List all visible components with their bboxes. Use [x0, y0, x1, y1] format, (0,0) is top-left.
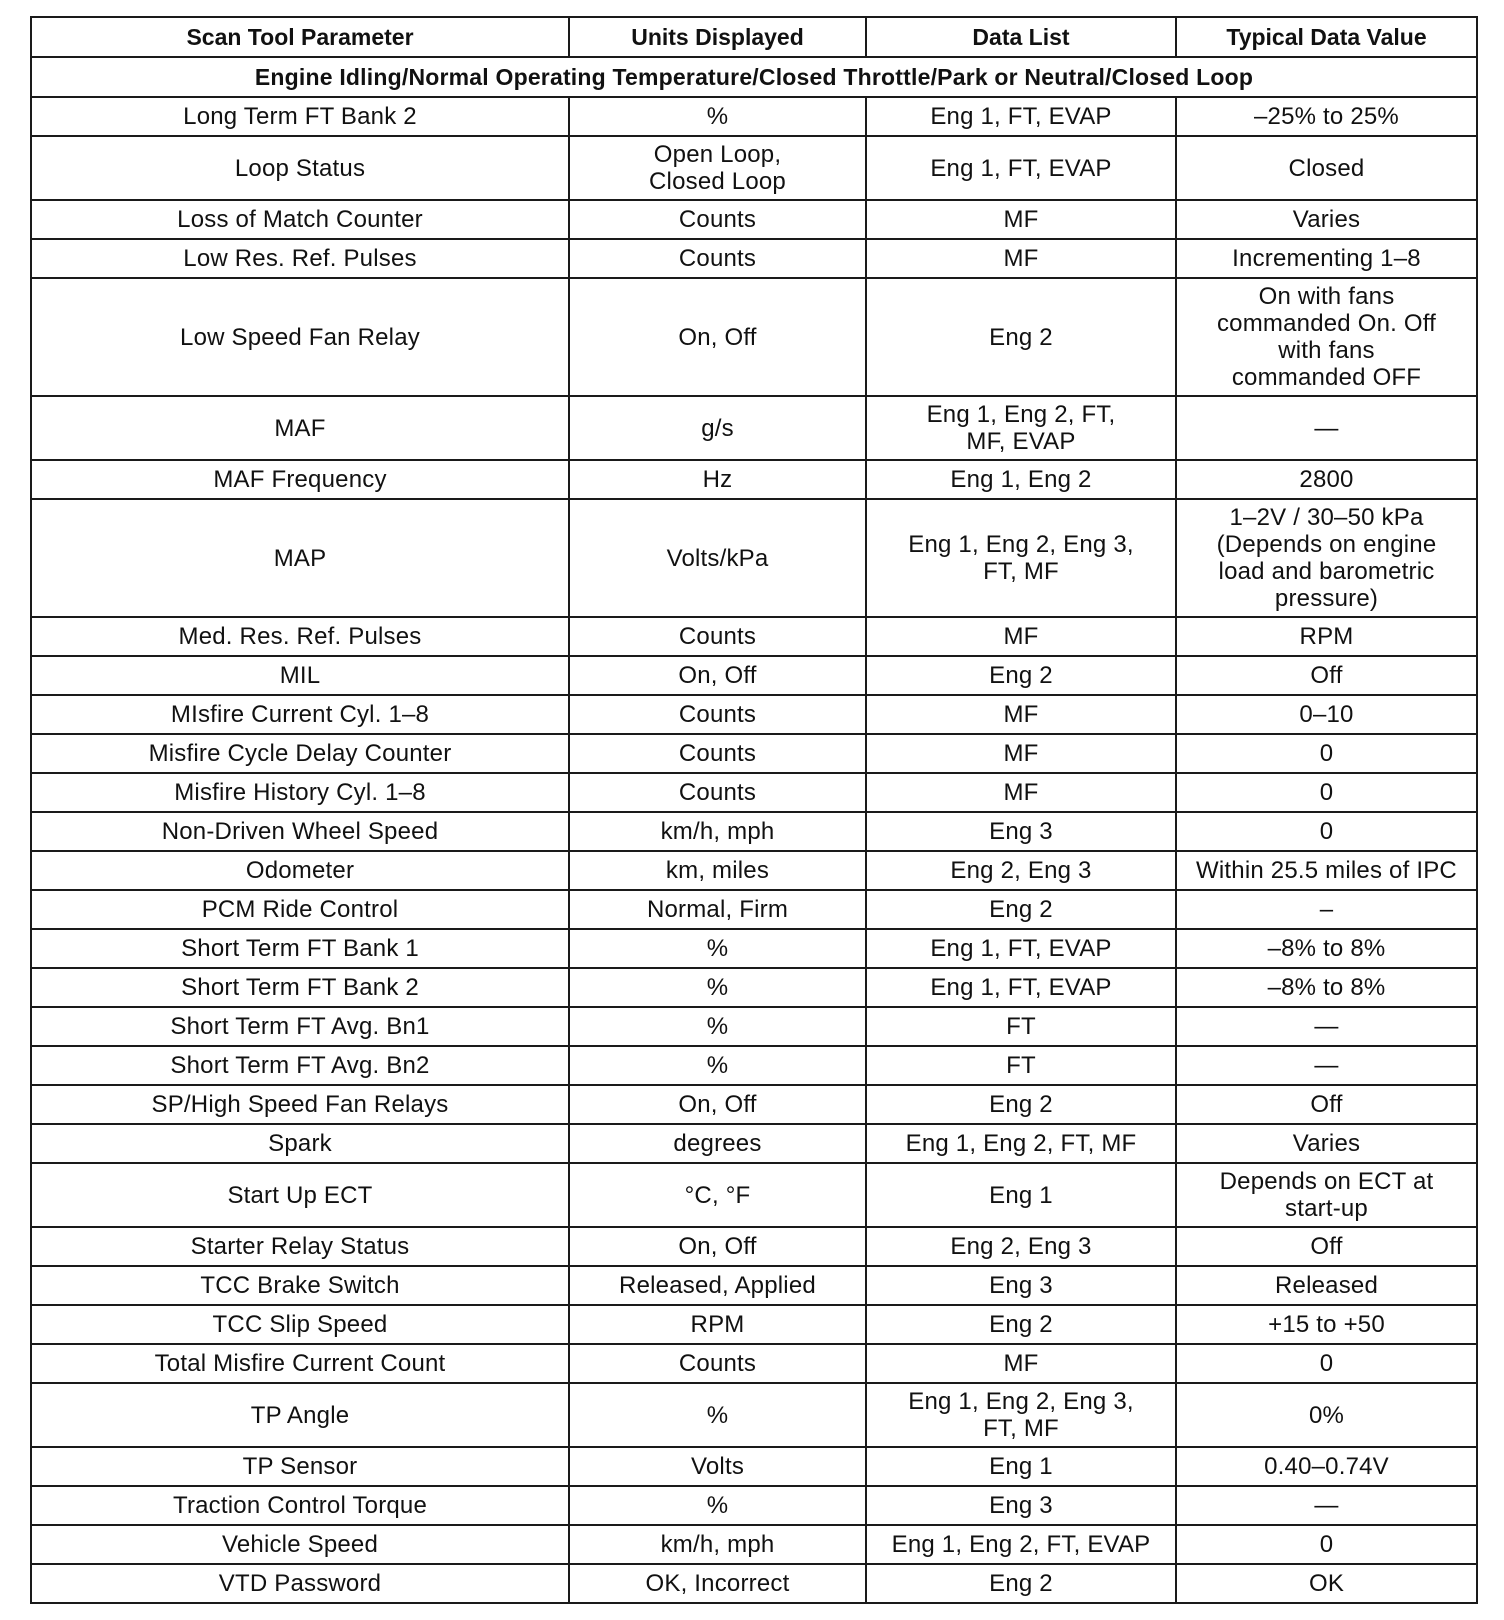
cell-data-list: Eng 1	[866, 1163, 1176, 1227]
table-row	[31, 656, 1477, 695]
cell-parameter: TCC Brake Switch	[31, 1266, 569, 1305]
header-row	[31, 17, 1477, 57]
cell-data-list: Eng 1, FT, EVAP	[866, 97, 1176, 136]
cell-data-list: MF	[866, 695, 1176, 734]
cell-typical-value: –8% to 8%	[1176, 929, 1477, 968]
cell-parameter: TP Sensor	[31, 1447, 569, 1486]
table-row	[31, 734, 1477, 773]
cell-data-list: Eng 3	[866, 1486, 1176, 1525]
header-scan-tool-parameter: Scan Tool Parameter	[31, 17, 569, 57]
cell-parameter: Short Term FT Bank 1	[31, 929, 569, 968]
cell-data-list: Eng 2, Eng 3	[866, 851, 1176, 890]
cell-data-list: Eng 1, Eng 2	[866, 460, 1176, 499]
cell-typical-value: 0.40–0.74V	[1176, 1447, 1477, 1486]
cell-units: Counts	[569, 734, 866, 773]
cell-data-list: Eng 1	[866, 1447, 1176, 1486]
cell-parameter: MIsfire Current Cyl. 1–8	[31, 695, 569, 734]
cell-parameter: Misfire History Cyl. 1–8	[31, 773, 569, 812]
table-row	[31, 1525, 1477, 1564]
cell-parameter: Low Res. Ref. Pulses	[31, 239, 569, 278]
table-row	[31, 1046, 1477, 1085]
cell-data-list: MF	[866, 773, 1176, 812]
cell-typical-value: 0–10	[1176, 695, 1477, 734]
cell-units: Counts	[569, 239, 866, 278]
cell-typical-value: Released	[1176, 1266, 1477, 1305]
cell-typical-value: —	[1176, 1486, 1477, 1525]
cell-units: %	[569, 1486, 866, 1525]
cell-data-list: Eng 1, FT, EVAP	[866, 929, 1176, 968]
section-title: Engine Idling/Normal Operating Temperature/Closed Throttle/Park or Neutral/Closed Loop	[31, 57, 1477, 97]
cell-units: RPM	[569, 1305, 866, 1344]
cell-data-list: MF	[866, 734, 1176, 773]
cell-units: g/s	[569, 396, 866, 460]
table-row	[31, 1007, 1477, 1046]
cell-parameter: PCM Ride Control	[31, 890, 569, 929]
cell-data-list: Eng 1, Eng 2, Eng 3, FT, MF	[866, 1383, 1176, 1447]
cell-data-list: Eng 1, Eng 2, FT, MF	[866, 1124, 1176, 1163]
cell-data-list: Eng 2	[866, 656, 1176, 695]
header-data-list: Data List	[866, 17, 1176, 57]
cell-typical-value: Depends on ECT at start-up	[1176, 1163, 1477, 1227]
table-row	[31, 1163, 1477, 1227]
cell-units: Hz	[569, 460, 866, 499]
cell-typical-value: –8% to 8%	[1176, 968, 1477, 1007]
cell-parameter: Traction Control Torque	[31, 1486, 569, 1525]
cell-units: %	[569, 1046, 866, 1085]
table-row	[31, 773, 1477, 812]
table-row	[31, 136, 1477, 200]
table-body	[31, 57, 1477, 1603]
cell-typical-value: —	[1176, 1046, 1477, 1085]
table-row	[31, 851, 1477, 890]
table-row	[31, 1447, 1477, 1486]
table-row	[31, 239, 1477, 278]
table-row	[31, 396, 1477, 460]
cell-units: Normal, Firm	[569, 890, 866, 929]
section-row	[31, 57, 1477, 97]
table-row	[31, 278, 1477, 396]
cell-units: On, Off	[569, 278, 866, 396]
cell-typical-value: 0	[1176, 812, 1477, 851]
cell-units: %	[569, 968, 866, 1007]
table-row	[31, 1305, 1477, 1344]
cell-typical-value: 0	[1176, 1525, 1477, 1564]
cell-units: %	[569, 1383, 866, 1447]
header-typical-data-value: Typical Data Value	[1176, 17, 1477, 57]
table-row	[31, 929, 1477, 968]
cell-data-list: FT	[866, 1007, 1176, 1046]
scan-tool-data-table	[30, 16, 1478, 1604]
cell-typical-value: Varies	[1176, 200, 1477, 239]
cell-data-list: FT	[866, 1046, 1176, 1085]
cell-typical-value: —	[1176, 396, 1477, 460]
cell-typical-value: Closed	[1176, 136, 1477, 200]
cell-data-list: Eng 2	[866, 1564, 1176, 1603]
cell-units: km/h, mph	[569, 812, 866, 851]
cell-parameter: Vehicle Speed	[31, 1525, 569, 1564]
cell-data-list: Eng 1, Eng 2, Eng 3, FT, MF	[866, 499, 1176, 617]
cell-typical-value: 0	[1176, 734, 1477, 773]
cell-units: Released, Applied	[569, 1266, 866, 1305]
table-row	[31, 1486, 1477, 1525]
table-row	[31, 617, 1477, 656]
cell-parameter: Short Term FT Avg. Bn2	[31, 1046, 569, 1085]
cell-data-list: Eng 2, Eng 3	[866, 1227, 1176, 1266]
cell-data-list: Eng 1, FT, EVAP	[866, 968, 1176, 1007]
cell-units: km, miles	[569, 851, 866, 890]
cell-units: On, Off	[569, 1085, 866, 1124]
cell-typical-value: Within 25.5 miles of IPC	[1176, 851, 1477, 890]
cell-units: Counts	[569, 773, 866, 812]
table-row	[31, 499, 1477, 617]
table-row	[31, 1383, 1477, 1447]
cell-typical-value: Off	[1176, 656, 1477, 695]
cell-parameter: Odometer	[31, 851, 569, 890]
cell-typical-value: OK	[1176, 1564, 1477, 1603]
cell-typical-value: Varies	[1176, 1124, 1477, 1163]
table-row	[31, 1344, 1477, 1383]
cell-units: km/h, mph	[569, 1525, 866, 1564]
cell-units: Counts	[569, 200, 866, 239]
cell-typical-value: Incrementing 1–8	[1176, 239, 1477, 278]
table-row	[31, 968, 1477, 1007]
cell-units: degrees	[569, 1124, 866, 1163]
table-row	[31, 1085, 1477, 1124]
table-row	[31, 1124, 1477, 1163]
cell-units: %	[569, 929, 866, 968]
cell-units: °C, °F	[569, 1163, 866, 1227]
cell-units: Volts/kPa	[569, 499, 866, 617]
cell-parameter: Loss of Match Counter	[31, 200, 569, 239]
cell-data-list: Eng 1, FT, EVAP	[866, 136, 1176, 200]
cell-parameter: TCC Slip Speed	[31, 1305, 569, 1344]
table-row	[31, 812, 1477, 851]
cell-units: On, Off	[569, 1227, 866, 1266]
cell-parameter: Non-Driven Wheel Speed	[31, 812, 569, 851]
cell-parameter: Short Term FT Avg. Bn1	[31, 1007, 569, 1046]
table-row	[31, 460, 1477, 499]
table-row	[31, 1227, 1477, 1266]
cell-data-list: Eng 2	[866, 1085, 1176, 1124]
cell-typical-value: 0	[1176, 1344, 1477, 1383]
cell-parameter: MAF	[31, 396, 569, 460]
cell-parameter: Start Up ECT	[31, 1163, 569, 1227]
cell-parameter: Loop Status	[31, 136, 569, 200]
cell-typical-value: –	[1176, 890, 1477, 929]
cell-data-list: MF	[866, 200, 1176, 239]
cell-data-list: Eng 2	[866, 1305, 1176, 1344]
cell-typical-value: On with fans commanded On. Off with fans commanded OFF	[1176, 278, 1477, 396]
cell-data-list: Eng 3	[866, 1266, 1176, 1305]
cell-units: Counts	[569, 695, 866, 734]
cell-units: Counts	[569, 1344, 866, 1383]
cell-parameter: Low Speed Fan Relay	[31, 278, 569, 396]
cell-data-list: MF	[866, 617, 1176, 656]
table-row	[31, 890, 1477, 929]
header-units-displayed: Units Displayed	[569, 17, 866, 57]
table-row	[31, 1266, 1477, 1305]
cell-typical-value: –25% to 25%	[1176, 97, 1477, 136]
cell-units: Counts	[569, 617, 866, 656]
cell-parameter: MAP	[31, 499, 569, 617]
cell-units: %	[569, 97, 866, 136]
cell-data-list: Eng 1, Eng 2, FT, EVAP	[866, 1525, 1176, 1564]
cell-parameter: Spark	[31, 1124, 569, 1163]
cell-parameter: TP Angle	[31, 1383, 569, 1447]
cell-parameter: SP/High Speed Fan Relays	[31, 1085, 569, 1124]
cell-units: OK, Incorrect	[569, 1564, 866, 1603]
cell-parameter: Med. Res. Ref. Pulses	[31, 617, 569, 656]
table-row	[31, 1564, 1477, 1603]
cell-parameter: MAF Frequency	[31, 460, 569, 499]
table-row	[31, 97, 1477, 136]
cell-parameter: Misfire Cycle Delay Counter	[31, 734, 569, 773]
cell-typical-value: RPM	[1176, 617, 1477, 656]
cell-typical-value: +15 to +50	[1176, 1305, 1477, 1344]
cell-data-list: Eng 1, Eng 2, FT, MF, EVAP	[866, 396, 1176, 460]
cell-data-list: Eng 2	[866, 278, 1176, 396]
cell-typical-value: 0%	[1176, 1383, 1477, 1447]
cell-typical-value: 2800	[1176, 460, 1477, 499]
cell-data-list: Eng 2	[866, 890, 1176, 929]
cell-parameter: MIL	[31, 656, 569, 695]
cell-data-list: MF	[866, 1344, 1176, 1383]
cell-typical-value: Off	[1176, 1085, 1477, 1124]
cell-parameter: Short Term FT Bank 2	[31, 968, 569, 1007]
cell-parameter: Starter Relay Status	[31, 1227, 569, 1266]
cell-units: Open Loop, Closed Loop	[569, 136, 866, 200]
cell-parameter: Total Misfire Current Count	[31, 1344, 569, 1383]
cell-parameter: VTD Password	[31, 1564, 569, 1603]
cell-typical-value: 1–2V / 30–50 kPa (Depends on engine load and barometric pressure)	[1176, 499, 1477, 617]
cell-units: Volts	[569, 1447, 866, 1486]
cell-typical-value: —	[1176, 1007, 1477, 1046]
cell-data-list: MF	[866, 239, 1176, 278]
cell-typical-value: Off	[1176, 1227, 1477, 1266]
table-row	[31, 695, 1477, 734]
cell-units: %	[569, 1007, 866, 1046]
cell-typical-value: 0	[1176, 773, 1477, 812]
cell-parameter: Long Term FT Bank 2	[31, 97, 569, 136]
table-row	[31, 200, 1477, 239]
cell-units: On, Off	[569, 656, 866, 695]
cell-data-list: Eng 3	[866, 812, 1176, 851]
